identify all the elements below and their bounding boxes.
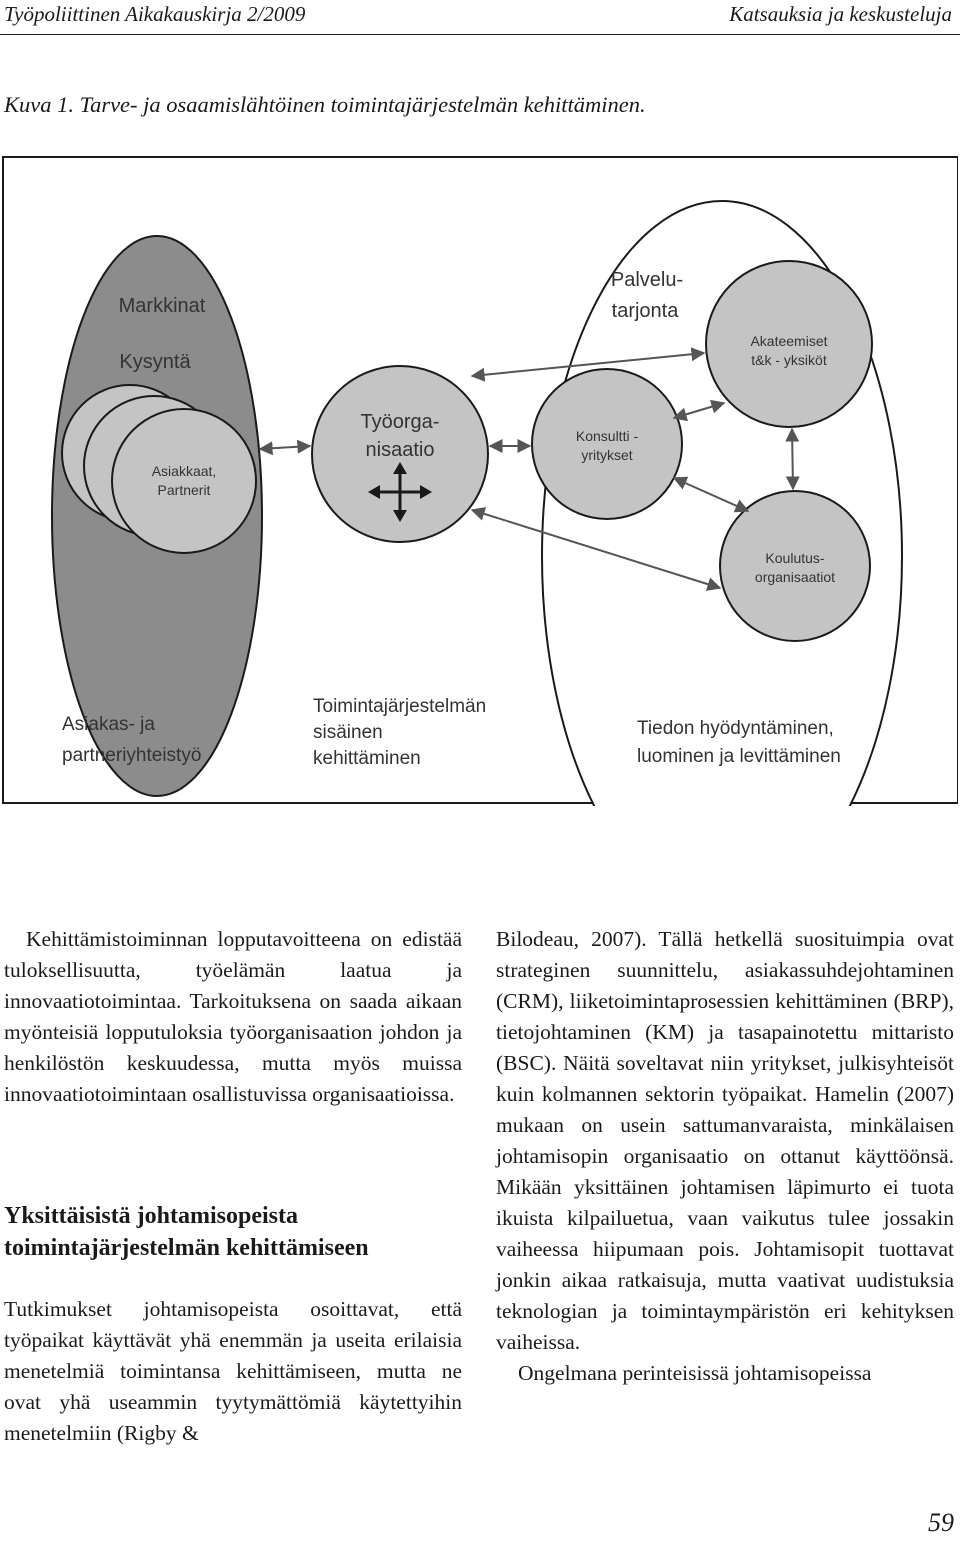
right-paragraph-2: Ongelmana perinteisissä johtamisopeissa bbox=[518, 1361, 872, 1385]
section-heading bbox=[4, 1200, 464, 1264]
koulutus-label-1: Koulutus- bbox=[765, 550, 825, 566]
journal-title: Työpoliittinen Aikakauskirja 2/2009 bbox=[4, 2, 306, 26]
markkinat-label: Markkinat bbox=[118, 295, 206, 317]
toiminta-label-2: sisäinen bbox=[313, 722, 383, 743]
diagram-svg bbox=[2, 156, 958, 806]
tyoorg-label-2: nisaatio bbox=[365, 439, 435, 461]
arrow-academic-training bbox=[792, 429, 793, 489]
asiakasyhteistyo-label-1: Asiakas- ja bbox=[62, 714, 155, 735]
tiedon-label-2: luominen ja levittäminen bbox=[637, 746, 841, 767]
konsultti-label-1: Konsultti - bbox=[575, 428, 639, 444]
palvelu-label-2: tarjonta bbox=[611, 300, 679, 322]
kysynta-label: Kysyntä bbox=[119, 351, 191, 373]
header-rule bbox=[0, 34, 960, 35]
client-circle-front bbox=[112, 409, 256, 553]
tiedon-label-1: Tiedon hyödyntäminen, bbox=[637, 718, 834, 739]
left-paragraph-1: Kehittämistoiminnan lopputavoitteena on edistää tuloksellisuutta, työelämän laatua ja innovaatiotoimintaa. Tarkoituksena on saada aikaan myönteisiä lopputuloksia työorganisaation johdon ja henkilöstön keskuudessa, mutta myös muissa innovaatiotoimintaan osallistuvissa organisaatioissa. bbox=[4, 927, 462, 1106]
asiakasyhteistyo-label-2: partneriyhteistyö bbox=[62, 745, 202, 766]
training-circle bbox=[720, 491, 870, 641]
section-title: Katsauksia ja keskusteluja bbox=[729, 2, 952, 26]
figure-caption: Kuva 1. Tarve- ja osaamislähtöinen toimintajärjestelmän kehittäminen. bbox=[4, 92, 646, 117]
right-column bbox=[496, 924, 954, 1389]
palvelu-label-1: Palvelu- bbox=[610, 269, 684, 291]
asiakkaat-label-2: Partnerit bbox=[157, 482, 211, 498]
akateemiset-label-1: Akateemiset bbox=[750, 333, 828, 349]
asiakkaat-label-1: Asiakkaat, bbox=[151, 463, 217, 479]
toiminta-label-1: Toimintajärjestelmän bbox=[313, 696, 487, 717]
right-paragraph-1: Bilodeau, 2007). Tällä hetkellä suosituimpia ovat strateginen suunnittelu, asiakassuhdejohtaminen (CRM), liiketoimintaprosessien kehittäminen (BRP), tietojohtaminen (KM) ja tasapainotettu mittaristo (BSC). Näitä soveltavat niin yritykset, julkisyhteisöt kuin kolmannen sektorin työpaikat. Hamelin (2007) mukaan on usein sattumanvaraista, minkälaisen johtamisopin organisaatio on ottanut käyttöönsä. Mikään yksittäinen johtamisen läpimurto ei tuota ikuista kilpailuetua, vaan vaikutus tulee jossakin vaiheessa hiipumaan pois. Johtamisopit tuottavat jonkin aikaa ratkaisuja, mutta vaativat uudistuksia teknologian ja toimintaympäristön eri kehityksen vaiheissa. bbox=[496, 927, 954, 1354]
figure-diagram bbox=[2, 156, 958, 811]
consulting-circle bbox=[532, 369, 682, 519]
arrow-client-org bbox=[260, 446, 310, 449]
akateemiset-label-2: t&k - yksiköt bbox=[751, 352, 827, 368]
koulutus-label-2: organisaatiot bbox=[754, 569, 836, 585]
konsultti-label-2: yritykset bbox=[581, 447, 633, 463]
tyoorg-label-1: Työorga- bbox=[360, 411, 440, 433]
left-paragraph-2: Tutkimukset johtamisopeista osoittavat, että työpaikat käyttävät yhä enemmän ja useita erilaisia menetelmiä toimintansa kehittämiseen, mutta ne ovat yhä useammin tyytymättömiä käytettyihin menetelmiin (Rigby & bbox=[4, 1297, 462, 1445]
toiminta-label-3: kehittäminen bbox=[313, 748, 421, 769]
section-heading-line-1: Yksittäisistä johtamisopeista bbox=[4, 1203, 299, 1229]
page-number: 59 bbox=[928, 1508, 954, 1537]
section-heading-line-2: toimintajärjestelmän kehittämiseen bbox=[4, 1235, 369, 1261]
